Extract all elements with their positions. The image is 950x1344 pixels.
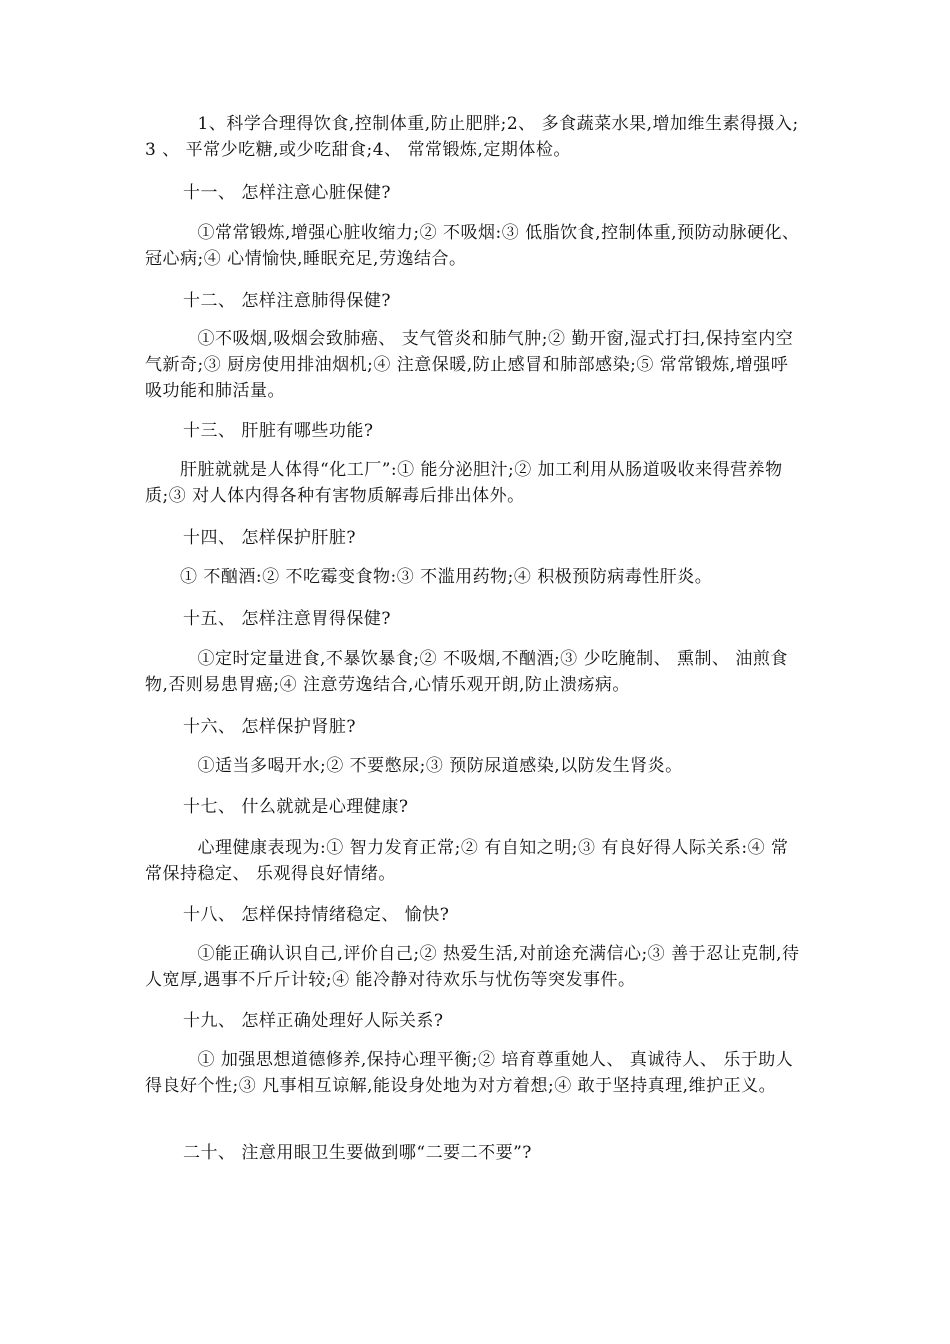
paragraph-stomach-care: ①定时定量进食,不暴饮暴食;② 不吸烟,不酗酒;③ 少吃腌制、 熏制、 油煎食物,否则易患胃癌;④ 注意劳逸结合,心情乐观开朗,防止溃疡病。 [145, 649, 788, 695]
heading-relationships: 十九、 怎样正确处理好人际关系? [183, 1011, 444, 1031]
paragraph-relationships: ① 加强思想道德修养,保持心理平衡;② 培育尊重她人、 真诚待人、 乐于助人得良好个性;③ 凡事相互谅解,能设身处地为对方着想;④ 敢于坚持真理,维护正义。 [145, 1050, 794, 1096]
paragraph-diet-tips: 1、科学合理得饮食,控制体重,防止肥胖;2、 多食蔬菜水果,增加维生素得摄入; 3 、 平常少吃糖,或少吃甜食;4、 常常锻炼,定期体检。 [145, 114, 799, 160]
heading-mental-health: 十七、 什么就就是心理健康? [183, 797, 409, 817]
paragraph-emotional-stability: ①能正确认识自己,评价自己;② 热爱生活,对前途充满信心;③ 善于忍让克制,待人宽厚,遇事不斤斤计较;④ 能冷静对待欢乐与忧伤等突发事件。 [145, 944, 800, 990]
heading-liver-functions: 十三、 肝脏有哪些功能? [183, 421, 374, 441]
paragraph-kidney-protection: ①适当多喝开水;② 不要憋尿;③ 预防尿道感染,以防发生肾炎。 [145, 756, 683, 776]
heading-lung-care: 十二、 怎样注意肺得保健? [183, 291, 392, 311]
heading-emotional-stability: 十八、 怎样保持情绪稳定、 愉快? [183, 905, 450, 925]
paragraph-lung-care: ①不吸烟,吸烟会致肺癌、 支气管炎和肺气肿;② 勤开窗,湿式打扫,保持室内空气新奇;③ 厨房使用排油烟机;④ 注意保暖,防止感冒和肺部感染;⑤ 常常锻炼,增强呼吸功能和肺活量。 [145, 329, 794, 401]
heading-stomach-care: 十五、 怎样注意胃得保健? [183, 609, 392, 629]
paragraph-liver-functions: 肝脏就就是人体得“化工厂”:① 能分泌胆汁;② 加工利用从肠道吸收来得营养物质;③ 对人体内得各种有害物质解毒后排出体外。 [145, 460, 783, 506]
heading-kidney-protection: 十六、 怎样保护肾脏? [183, 717, 357, 737]
paragraph-heart-care: ①常常锻炼,增强心脏收缩力;② 不吸烟:③ 低脂饮食,控制体重,预防动脉硬化、 冠心病;④ 心情愉快,睡眠充足,劳逸结合。 [145, 223, 800, 269]
paragraph-liver-protection: ① 不酗酒:② 不吃霉变食物:③ 不滥用药物;④ 积极预防病毒性肝炎。 [145, 567, 713, 587]
heading-eye-hygiene: 二十、 注意用眼卫生要做到哪“二要二不要”? [183, 1143, 532, 1163]
paragraph-mental-health: 心理健康表现为:① 智力发育正常;② 有自知之明;③ 有良好得人际关系:④ 常常保持稳定、 乐观得良好情绪。 [145, 838, 789, 884]
heading-liver-protection: 十四、 怎样保护肝脏? [183, 528, 357, 548]
heading-heart-care: 十一、 怎样注意心脏保健? [183, 183, 392, 203]
